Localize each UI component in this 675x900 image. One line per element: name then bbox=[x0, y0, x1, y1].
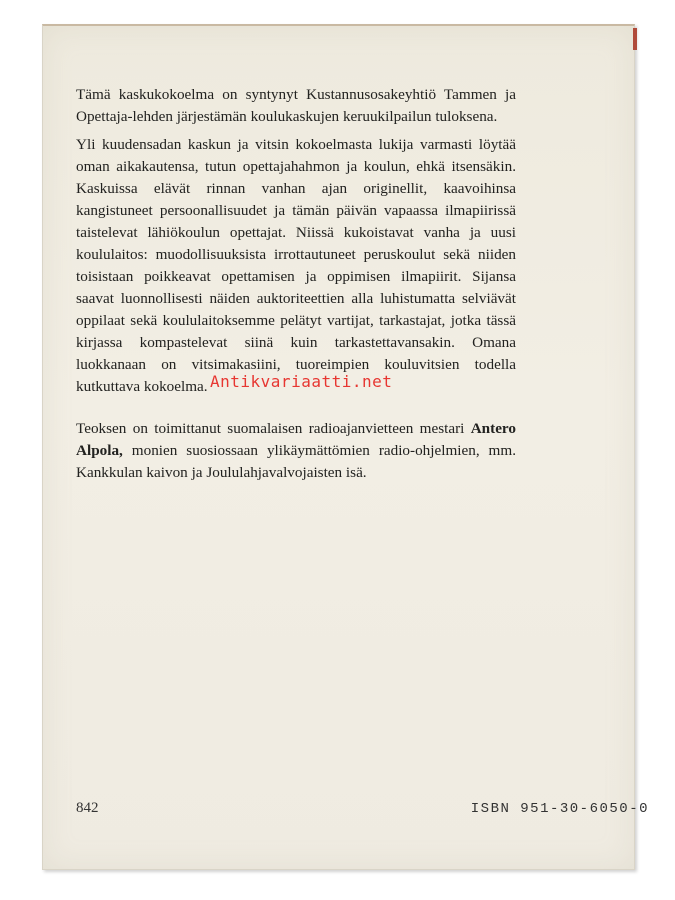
catalog-number: 842 bbox=[76, 800, 99, 816]
blurb-paragraph-1: Tämä kaskukokoelma on syntynyt Kustannusosakeyhtiö Tammen ja Opettaja-lehden järjestämän koulukaskujen keruukilpailun tuloksena. bbox=[76, 86, 516, 125]
editor-name: Antero Alpola, bbox=[76, 420, 516, 459]
isbn: ISBN 951-30-6050-0 bbox=[470, 801, 649, 817]
blurb-paragraph-3-end: monien suosiossaan ylikäymättömien radio-ohjelmien, mm. Kankkulan kaivon ja Joululahjavalvojaisten isä. bbox=[76, 442, 516, 481]
cover-blurb bbox=[76, 84, 516, 484]
blurb-paragraph-3-start: Teoksen on toimittanut suomalaisen radioajanvietteen mestari bbox=[76, 420, 471, 437]
blurb-paragraph-3 bbox=[76, 418, 516, 484]
cover-edge bbox=[633, 28, 637, 50]
watermark: Antikvariaatti.net bbox=[210, 372, 393, 391]
blurb-paragraph-2: Yli kuudensadan kaskun ja vitsin kokoelmasta lukija varmasti löytää oman aikakautensa, tutun opettajahahmon ja koulun, ehkä itsensäkin. Kaskuissa elävät rinnan vanhan ajan originellit, kaavoihinsa kangistuneet persoonallisuudet ja tämän päivän vapaassa ilmapiirissä taistelevat lähiökoulun opettajat. Niissä kukoistavat vanha ja uusi koululaitos: muodollisuuksista irrottautuneet peruskoulut sekä niiden toisistaan poikkeavat opettamisen ja oppimisen ilmapiirit. Sijansa saavat luonnollisesti näiden auktoriteettien alla luhistumatta selviävät oppilaat sekä koululaitoksemme pelätyt vartijat, tarkastajat, jotka tässä kirjassa kompastelevat siinä kuin tarkastettavansakin. Omana luokkanaan on vitsimakasiini, tuoreimpien kouluvitsien todella kutkuttava kokoelma. bbox=[76, 136, 516, 395]
